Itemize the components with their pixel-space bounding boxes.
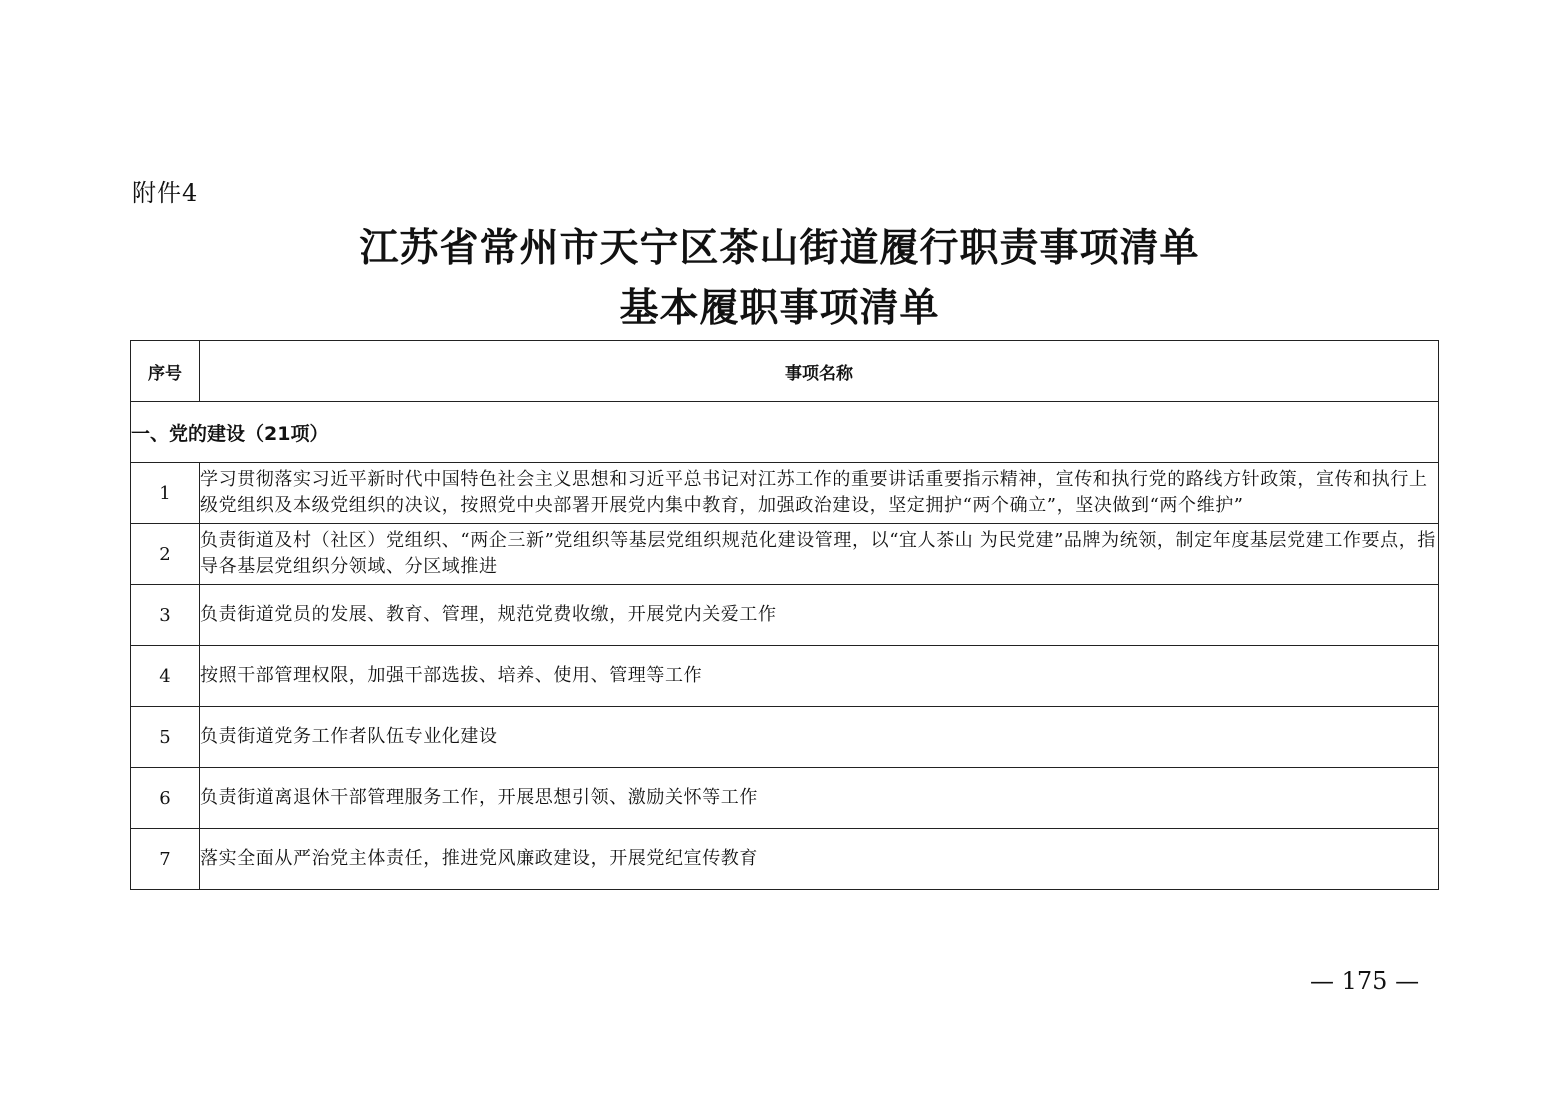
row-number: 2 [131, 524, 200, 585]
row-number: 5 [131, 707, 200, 768]
row-number: 7 [131, 829, 200, 890]
table-row [131, 463, 1439, 524]
section-title: 一、党的建设（21项） [131, 402, 1439, 463]
row-item-name: 负责街道党务工作者队伍专业化建设 [200, 707, 1439, 768]
row-item-name: 学习贯彻落实习近平新时代中国特色社会主义思想和习近平总书记对江苏工作的重要讲话重要指示精神，宣传和执行党的路线方针政策，宣传和执行上级党组织及本级党组织的决议，按照党中央部署开展党内集中教育，加强政治建设，坚定拥护“两个确立”，坚决做到“两个维护” [200, 463, 1439, 524]
section-row [131, 402, 1439, 463]
row-item-name: 负责街道离退休干部管理服务工作，开展思想引领、激励关怀等工作 [200, 768, 1439, 829]
table-row [131, 768, 1439, 829]
column-header-name: 事项名称 [200, 341, 1439, 402]
row-item-name: 按照干部管理权限，加强干部选拔、培养、使用、管理等工作 [200, 646, 1439, 707]
row-item-name: 负责街道及村（社区）党组织、“两企三新”党组织等基层党组织规范化建设管理，以“宜人茶山 为民党建”品牌为统领，制定年度基层党建工作要点，指导各基层党组织分领域、分区域推进 [200, 524, 1439, 585]
table-row [131, 707, 1439, 768]
attachment-label: 附件4 [132, 179, 199, 207]
table-header-row [131, 341, 1439, 402]
row-number: 4 [131, 646, 200, 707]
document-title: 江苏省常州市天宁区茶山街道履行职责事项清单 [359, 226, 1200, 271]
row-number: 1 [131, 463, 200, 524]
duty-items-table [130, 340, 1439, 890]
table-row [131, 524, 1439, 585]
table-row [131, 829, 1439, 890]
page-number: — 175 — [1310, 967, 1420, 995]
table-row [131, 585, 1439, 646]
table-row [131, 646, 1439, 707]
row-number: 3 [131, 585, 200, 646]
row-number: 6 [131, 768, 200, 829]
document-subtitle: 基本履职事项清单 [619, 286, 940, 331]
row-item-name: 负责街道党员的发展、教育、管理，规范党费收缴，开展党内关爱工作 [200, 585, 1439, 646]
row-item-name: 落实全面从严治党主体责任，推进党风廉政建设，开展党纪宣传教育 [200, 829, 1439, 890]
column-header-number: 序号 [131, 341, 200, 402]
